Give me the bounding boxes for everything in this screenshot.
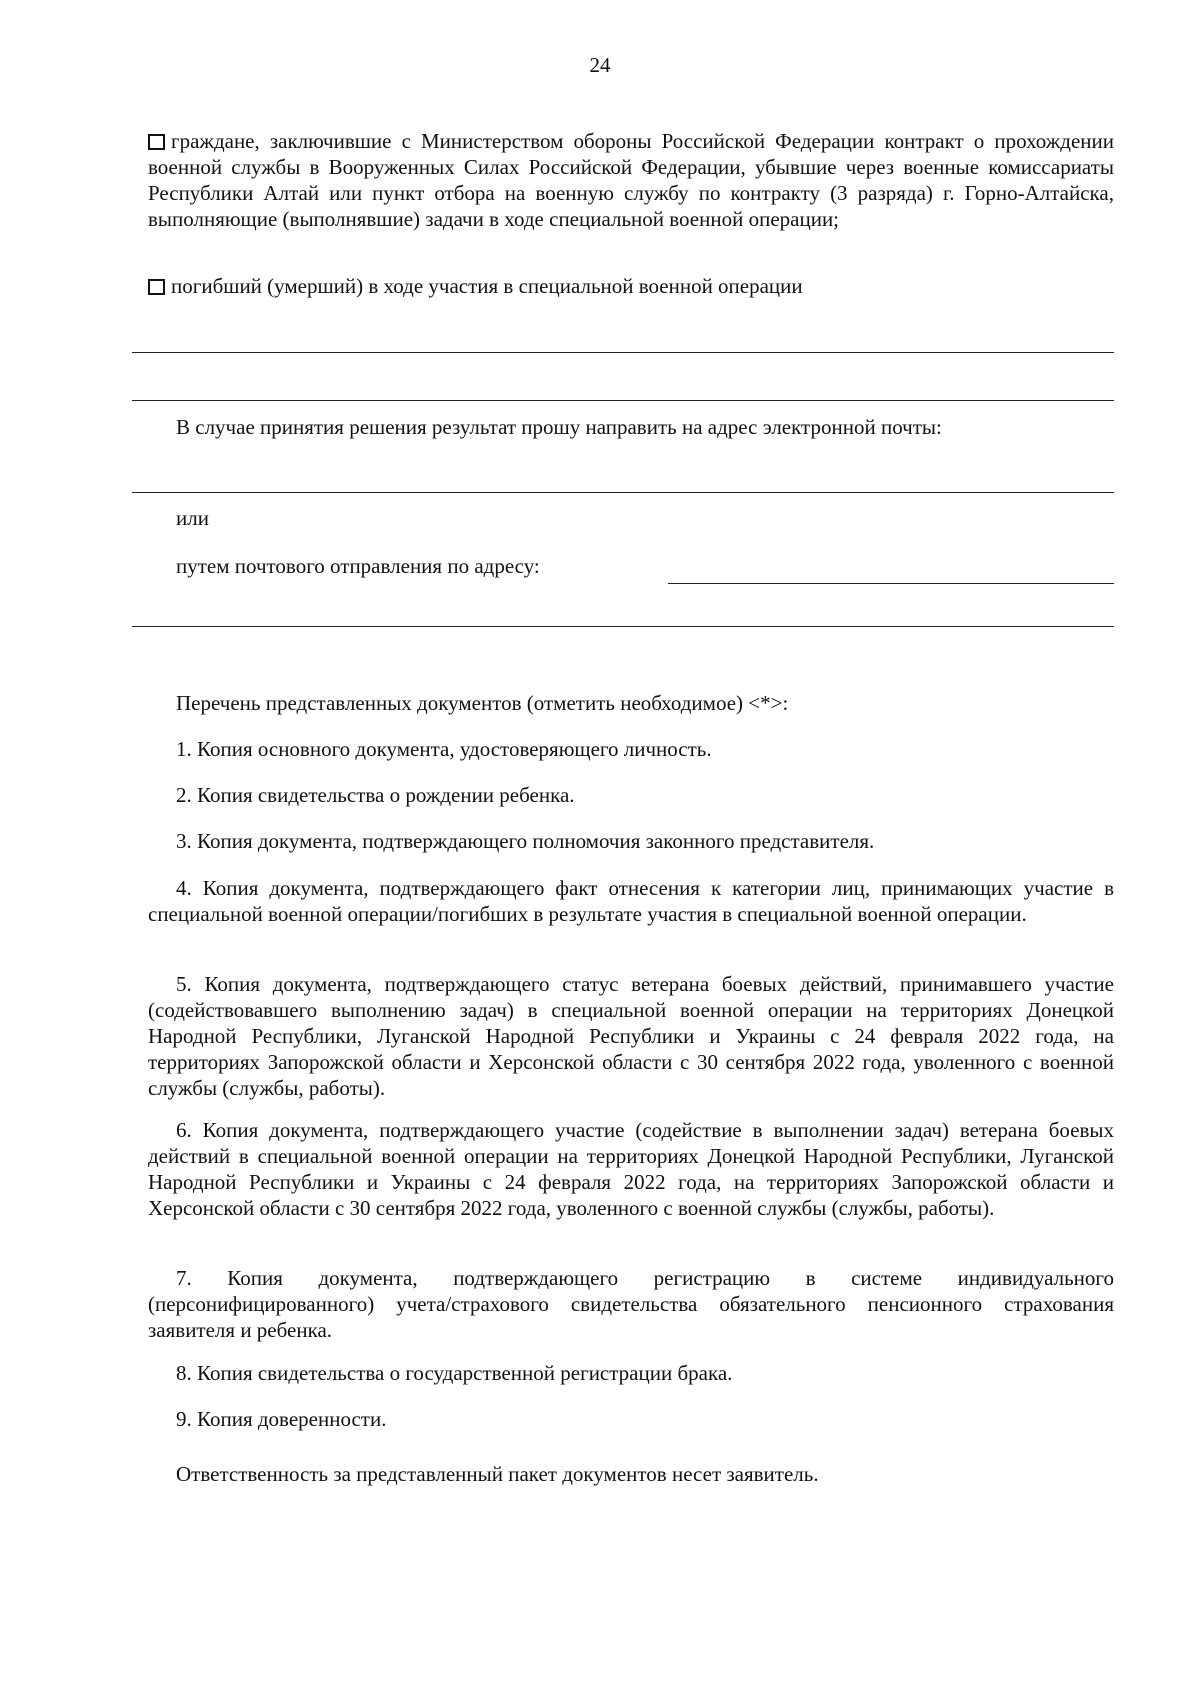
or-label: или (176, 506, 209, 530)
option-deceased-text: погибший (умерший) в ходе участия в специальной военной операции (171, 274, 803, 298)
document-item-2: 2. Копия свидетельства о рождении ребенка. (176, 783, 575, 807)
blank-line-1[interactable] (132, 352, 1114, 353)
document-item-8: 8. Копия свидетельства о государственной регистрации брака. (176, 1361, 733, 1385)
document-item-7: 7. Копия документа, подтверждающего регистрацию в системе индивидуального (персонифицированного) учета/страхового свидетельства обязательного пенсионного страхования заявителя и ребенка. (148, 1266, 1114, 1342)
postal-line (668, 583, 1114, 584)
option-contract-soldiers-text: граждане, заключившие с Министерством обороны Российской Федерации контракт о прохождении военной службы в Вооруженных Силах Российской Федерации, убывшие через военные комиссариаты Республики Алтай или пункт отбора на военную службу по контракту (3 разряда) г. Горно-Алтайска, выполняющие (выполнявшие) задачи в ходе специальной военной операции; (148, 129, 1114, 231)
document-item-9: 9. Копия доверенности. (176, 1407, 387, 1431)
email-line (132, 492, 1114, 493)
option-contract-soldiers (148, 128, 1114, 232)
blank-line-2[interactable] (132, 400, 1114, 401)
document-item-3: 3. Копия документа, подтверждающего полномочия законного представителя. (176, 829, 875, 853)
checkbox-contract-soldiers[interactable] (148, 134, 165, 150)
documents-heading: Перечень представленных документов (отметить необходимое) <*>: (176, 691, 789, 715)
document-item-1: 1. Копия основного документа, удостоверяющего личность. (176, 737, 712, 761)
postal-prompt: путем почтового отправления по адресу: (176, 554, 540, 578)
option-deceased (148, 273, 1114, 299)
document-item-6: 6. Копия документа, подтверждающего участие (содействие в выполнении задач) ветерана боевых действий в специальной военной операции на территориях Донецкой Народной Республики, Луганской Народной Республики и Украины с 24 февраля 2022 года, на территориях Запорожской области и Херсонской области с 30 сентября 2022 года, уволенного с военной службы (службы, работы). (148, 1118, 1114, 1220)
responsibility-note: Ответственность за представленный пакет документов несет заявитель. (176, 1462, 819, 1486)
postal-line-2[interactable] (132, 626, 1114, 627)
document-item-5: 5. Копия документа, подтверждающего статус ветерана боевых действий, принимавшего участие (содействовавшего выполнению задач) в специальной военной операции на территориях Донецкой Народной Республики, Луганской Народной Республики и Украины с 24 февраля 2022 года, на территориях Запорожской области и Херсонской области с 30 сентября 2022 года, уволенного с военной службы (службы, работы). (148, 972, 1114, 1100)
email-prompt: В случае принятия решения результат прошу направить на адрес электронной почты: (176, 415, 942, 439)
checkbox-deceased[interactable] (148, 279, 165, 295)
document-item-4: 4. Копия документа, подтверждающего факт отнесения к категории лиц, принимающих участие в специальной военной операции/погибших в результате участия в специальной военной операции. (148, 876, 1114, 926)
page-number: 24 (589, 53, 611, 77)
